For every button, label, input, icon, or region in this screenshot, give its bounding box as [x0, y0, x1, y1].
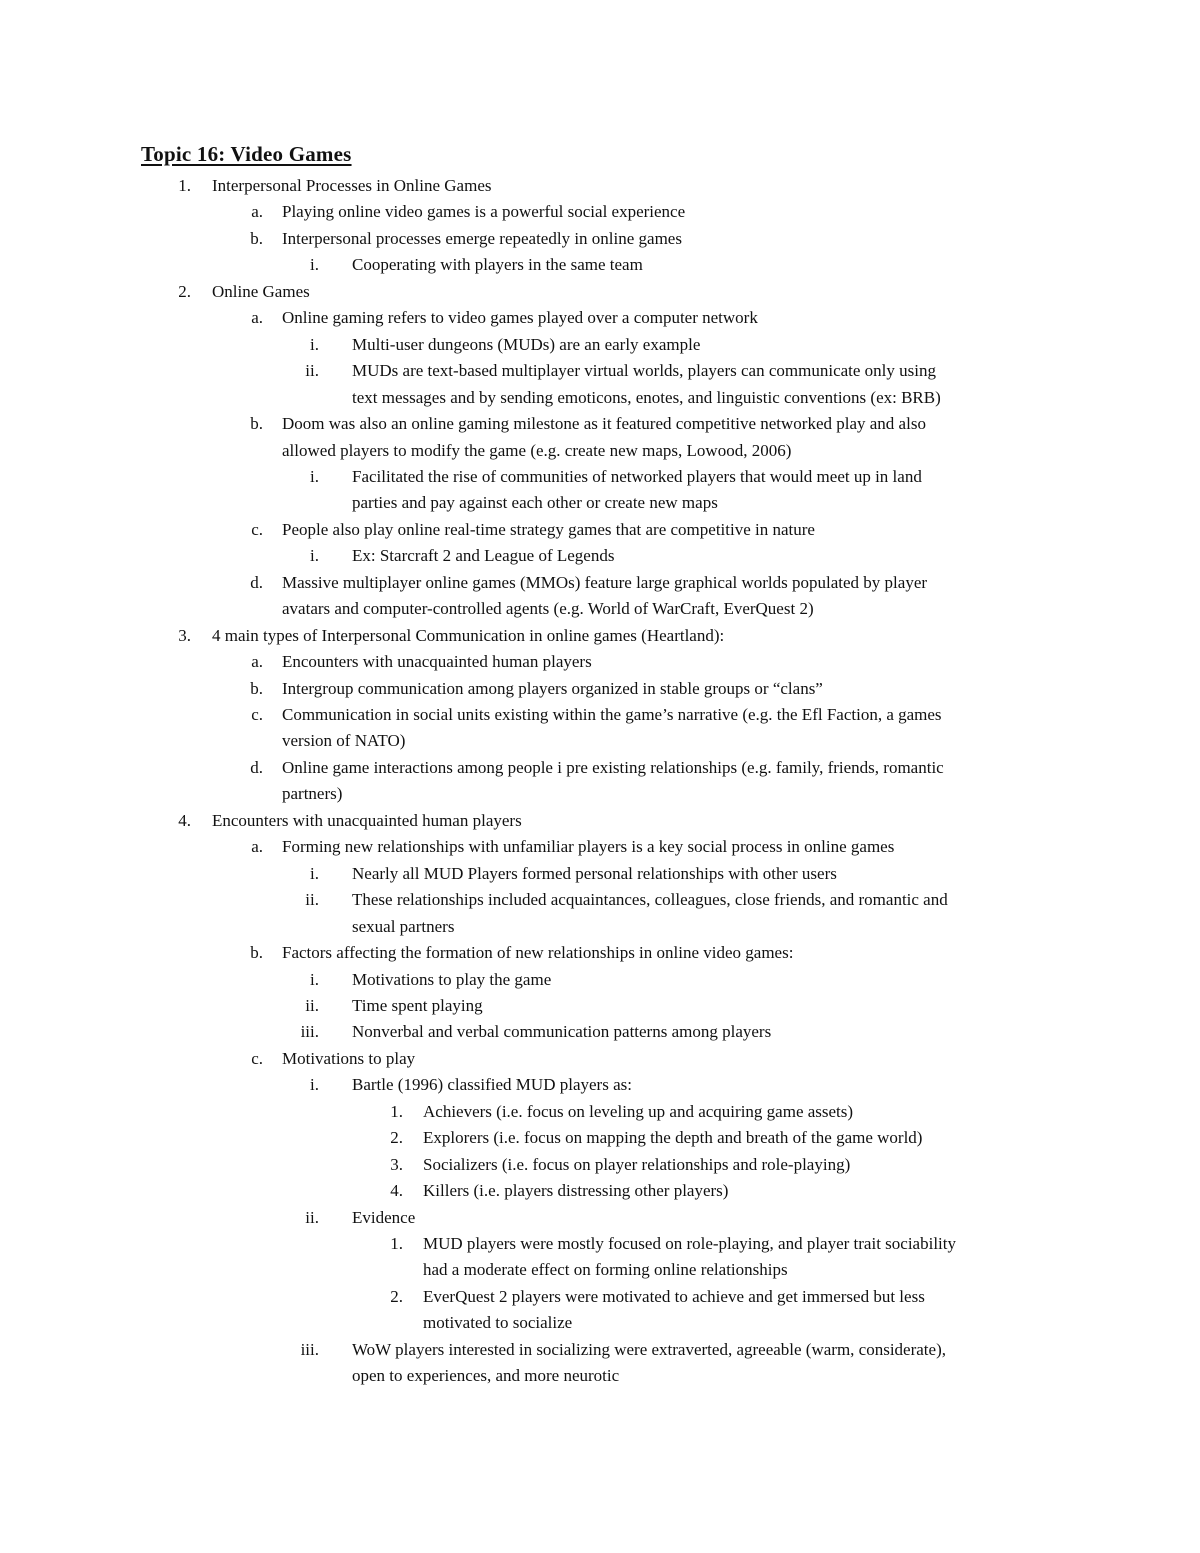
list-marker: 2. [390, 1286, 403, 1306]
list-marker: i. [310, 1075, 319, 1095]
list-item-text: Forming new relationships with unfamiliar players is a key social process in online games [282, 837, 895, 857]
list-item-text: sexual partners [352, 916, 455, 936]
list-marker: 4. [178, 810, 191, 830]
list-item-text: Interpersonal Processes in Online Games [212, 176, 492, 195]
list-item-text: motivated to socialize [423, 1313, 573, 1333]
list-item-text: allowed players to modify the game (e.g. create new maps, Lowood, 2006) [282, 440, 792, 460]
list-item-text: Motivations to play the game [352, 969, 552, 989]
list-marker: ii. [305, 995, 319, 1015]
list-item-text: Ex: Starcraft 2 and League of Legends [352, 546, 615, 566]
list-item-text: Encounters with unacquainted human players [212, 810, 522, 830]
list-marker: ii. [305, 361, 319, 381]
list-item-text: MUDs are text-based multiplayer virtual worlds, players can communicate only using [352, 361, 936, 381]
list-marker: 2. [390, 1128, 403, 1148]
list-item-text: Playing online video games is a powerful social experience [282, 202, 686, 222]
list-item-text: Killers (i.e. players distressing other players) [423, 1181, 729, 1201]
list-marker: 2. [178, 281, 191, 301]
list-item-text: Factors affecting the formation of new relationships in online video games: [282, 943, 794, 963]
list-marker: ii. [305, 890, 319, 910]
list-marker: 1. [390, 1234, 403, 1253]
list-item-text: Evidence [352, 1207, 416, 1227]
list-item-text: had a moderate effect on forming online relationships [423, 1260, 788, 1280]
list-marker: i. [310, 255, 319, 275]
list-marker: c. [251, 519, 263, 539]
list-marker: b. [250, 943, 263, 963]
list-marker: 3. [390, 1154, 403, 1174]
list-item-text: Communication in social units existing within the game’s narrative (e.g. the Efl Faction, a games [282, 705, 942, 724]
list-marker: a. [251, 202, 263, 222]
list-item-text: parties and pay against each other or create new maps [352, 493, 718, 513]
list-marker: i. [310, 863, 319, 883]
list-marker: b. [250, 678, 263, 698]
list-item-text: Socializers (i.e. focus on player relationships and role-playing) [423, 1154, 851, 1174]
list-item-text: Achievers (i.e. focus on leveling up and acquiring game assets) [423, 1101, 854, 1121]
list-item-text: Explorers (i.e. focus on mapping the depth and breath of the game world) [423, 1128, 923, 1148]
list-item-text: These relationships included acquaintances, colleagues, close friends, and romantic and [352, 890, 948, 910]
list-item-text: Bartle (1996) classified MUD players as: [352, 1075, 632, 1095]
list-item-text: open to experiences, and more neurotic [352, 1366, 620, 1386]
list-marker: i. [310, 969, 319, 989]
list-marker: iii. [300, 1022, 319, 1042]
list-marker: 1. [178, 176, 191, 195]
list-marker: i. [310, 546, 319, 566]
list-item-text: WoW players interested in socializing were extraverted, agreeable (warm, considerate), [352, 1339, 946, 1359]
list-marker: a. [251, 308, 263, 328]
list-marker: c. [251, 705, 263, 724]
list-marker: d. [250, 572, 263, 592]
list-item-text: Online Games [212, 281, 310, 301]
list-item-text: Facilitated the rise of communities of networked players that would meet up in land [352, 466, 922, 486]
list-item-text: Online game interactions among people i pre existing relationships (e.g. family, friends, romantic [282, 757, 944, 777]
list-item-text: MUD players were mostly focused on role-playing, and player trait sociability [423, 1234, 956, 1253]
list-marker: a. [251, 837, 263, 857]
list-item-text: Intergroup communication among players organized in stable groups or “clans” [282, 678, 823, 698]
list-item-text: People also play online real-time strategy games that are competitive in nature [282, 519, 815, 539]
list-marker: 1. [390, 1101, 403, 1121]
list-item-text: text messages and by sending emoticons, enotes, and linguistic conventions (ex: BRB) [352, 387, 941, 407]
list-item-text: Time spent playing [352, 995, 483, 1015]
list-item-text: Massive multiplayer online games (MMOs) feature large graphical worlds populated by player [282, 572, 928, 592]
list-marker: i. [310, 334, 319, 354]
list-marker: iii. [300, 1339, 319, 1359]
list-marker: c. [251, 1048, 263, 1068]
list-item-text: Cooperating with players in the same team [352, 255, 643, 275]
list-item-text: Nearly all MUD Players formed personal relationships with other users [352, 863, 837, 883]
list-marker: 4. [390, 1181, 403, 1201]
list-item-text: Online gaming refers to video games played over a computer network [282, 308, 758, 328]
list-item-text: Encounters with unacquainted human players [282, 652, 592, 672]
page-title: Topic 16: Video Games [141, 142, 352, 166]
list-marker: b. [250, 414, 263, 434]
list-item-text: Motivations to play [282, 1048, 416, 1068]
list-marker: i. [310, 466, 319, 486]
list-item-text: Doom was also an online gaming milestone as it featured competitive networked play and also [282, 414, 926, 434]
list-item-text: Nonverbal and verbal communication patterns among players [352, 1022, 772, 1042]
list-item-text: 4 main types of Interpersonal Communication in online games (Heartland): [212, 625, 725, 645]
list-marker: ii. [305, 1207, 319, 1227]
list-marker: d. [250, 757, 263, 777]
list-item-text: avatars and computer-controlled agents (e.g. World of WarCraft, EverQuest 2) [282, 599, 814, 619]
list-marker: 3. [178, 625, 191, 645]
list-item-text: Interpersonal processes emerge repeatedly in online games [282, 228, 682, 248]
list-item-text: version of NATO) [282, 731, 406, 751]
list-marker: a. [251, 652, 263, 672]
list-item-text: Multi-user dungeons (MUDs) are an early example [352, 334, 701, 354]
list-marker: b. [250, 228, 263, 248]
list-item-text: partners) [282, 784, 343, 804]
list-item-text: EverQuest 2 players were motivated to achieve and get immersed but less [423, 1286, 925, 1306]
